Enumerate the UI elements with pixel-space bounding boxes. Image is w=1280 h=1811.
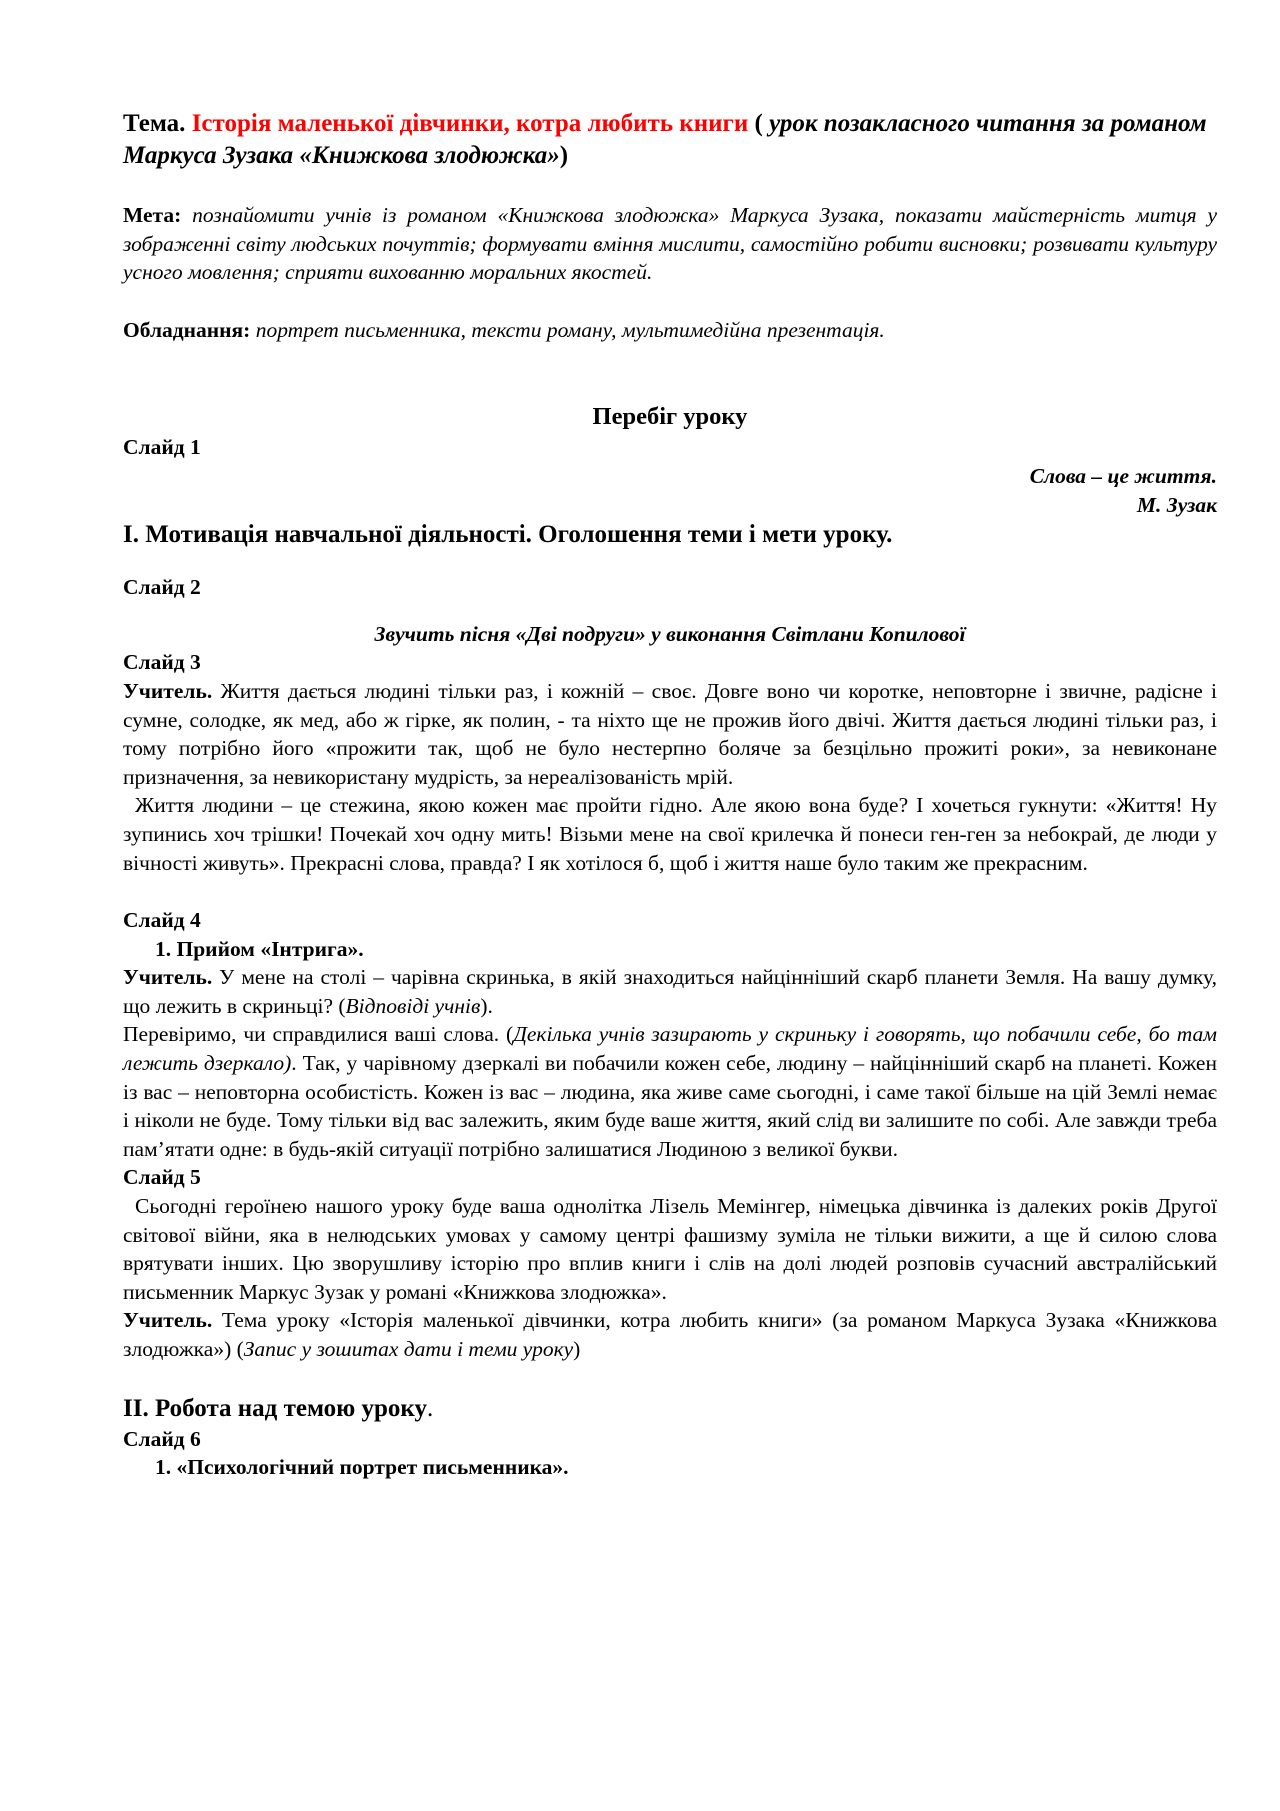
- slide-6-label: Слайд 6: [123, 1426, 201, 1451]
- epigraph-author: М. Зузак: [1136, 492, 1217, 517]
- theme-subtitle: урок позакласного читання за романом Маркуса Зузака «Книжкова злодюжка»: [123, 110, 1207, 169]
- slide-4-label: Слайд 4: [123, 908, 201, 933]
- section-2-heading: [123, 1393, 1217, 1425]
- theme-paren-open: (: [748, 110, 770, 137]
- song-note: Звучить пісня «Дві подруги» у виконання Світлани Копилової: [374, 621, 966, 646]
- slide-5-note: Запис у зошитах дати і теми уроку: [243, 1337, 574, 1361]
- theme-title: Історія маленької дівчинки, котра любить книги: [191, 110, 749, 137]
- lesson-theme: [123, 108, 1217, 172]
- teacher-label: Учитель.: [123, 965, 220, 990]
- equipment-text: портрет письменника, тексти роману, мультимедійна презентація.: [255, 317, 885, 342]
- lesson-progress-heading: Перебіг уроку: [592, 403, 748, 431]
- lesson-goal: [123, 201, 1217, 287]
- slide-3-label: Слайд 3: [123, 650, 201, 675]
- slide-4-text-1a: У мене на столі – чарівна скринька, в якій знаходиться найцінніший скарб планети Земля. На вашу думку, що лежить в скриньці? (: [123, 965, 1217, 1018]
- slide-2-label: Слайд 2: [123, 575, 201, 600]
- slide-4-text-1b: ).: [480, 993, 493, 1018]
- goal-text: познайомити учнів із романом «Книжкова злодюжка» Маркуса Зузака, показати майстерність митця у зображенні світу людських почуттів; формувати вміння мислити, самостійно робити висновки; розвивати культуру усного мовлення; сприяти вихованню моральних якостей.: [123, 203, 1217, 285]
- lesson-equipment: [123, 316, 1217, 345]
- epigraph-text: Слова – це життя.: [1029, 463, 1217, 488]
- equipment-label: Обладнання:: [123, 317, 256, 342]
- slide-1-label: Слайд 1: [123, 435, 201, 460]
- slide-3-text-1: Життя дається людині тільки раз, і кожній – своє. Довге воно чи коротке, неповторне і звичне, радісне і сумне, солодке, як мед, або ж гірке, як полин, - та ніхто ще не прожив його двічі. Життя дається людині тільки раз, і тому потрібно його «прожити так, щоб не було нестерпно боляче за безцільно прожиті роки», за невиконане призначення, за невикористану мудрість, за нереалізованість мрій.: [123, 678, 1217, 789]
- teacher-label: Учитель.: [123, 678, 221, 703]
- slide-4-paragraph-2: [123, 1020, 1217, 1163]
- slide-5-label: Слайд 5: [123, 1165, 201, 1190]
- slide-5-text-2a: Тема уроку «Історія маленької дівчинки, котра любить книги» (за романом Маркуса Зузака «Книжкова злодюжка») (: [123, 1308, 1218, 1361]
- slide-4-paragraph-1: [123, 963, 1217, 1020]
- teacher-label: Учитель.: [123, 1308, 222, 1333]
- item-intrigue: 1. Прийом «Інтрига».: [155, 936, 364, 961]
- slide-3-paragraph-2: Життя людини – це стежина, якою кожен має пройти гідно. Але якою вона буде? І хочеться гукнути: «Життя! Ну зупинись хоч трішки! Почекай хоч одну мить! Візьми мене на свої крилечка й понеси ген-ген за небокрай, де люди у вічності живуть». Прекрасні слова, правда? І як хотілося б, щоб і життя наше було таким же прекрасним.: [123, 793, 1217, 875]
- slide-4-answers: Відповіді учнів: [345, 993, 481, 1018]
- section-2-dot: .: [426, 1394, 434, 1422]
- document-page: [123, 108, 1217, 1482]
- slide-3-paragraph-1: [123, 677, 1217, 791]
- slide-4-text-2a: Перевіримо, чи справдилися ваші слова. (: [123, 1022, 514, 1047]
- section-2-title: ІІ. Робота над темою уроку: [123, 1394, 427, 1422]
- slide-5-text-2b: ): [573, 1337, 581, 1361]
- theme-label: Тема.: [123, 110, 192, 137]
- item-psych-portrait: 1. «Психологічний портрет письменника».: [155, 1455, 569, 1480]
- section-1-heading: І. Мотивація навчальної діяльності. Оголошення теми і мети уроку.: [123, 521, 893, 549]
- slide-5-paragraph-2: [123, 1306, 1217, 1363]
- theme-paren-close: ): [559, 142, 569, 169]
- goal-label: Мета:: [123, 203, 193, 227]
- slide-4-text-2b: . Так, у чарівному дзеркалі ви побачили кожен себе, людину – найцінніший скарб на планеті. Кожен із вас – неповторна особистість. Кожен із вас – людина, яка живе саме сьогодні, і саме такої більше на цій Землі немає і ніколи не буде. Тому тільки від вас залежить, яким буде ваше життя, який слід ви залишите по собі. Але завжди треба пам’ятати одне: в будь-якій ситуації потрібно залишатися Людиною з великої букви.: [123, 1051, 1217, 1161]
- slide-4-mirror-note: Декілька учнів зазирають у скриньку і говорять, що побачили себе, бо там лежить дзеркало): [123, 1022, 1217, 1076]
- slide-5-paragraph-1: Сьогодні героїнею нашого уроку буде ваша однолітка Лізель Мемінгер, німецька дівчинка із далеких років Другої світової війни, яка в нелюдських умовах у самому центрі фашизму зуміла не тільки вижити, а ще й силою слова врятувати інших. Цю зворушливу історію про вплив книги і слів на долі людей розповів сучасний австралійський письменник Маркус Зузак у романі «Книжкова злодюжка».: [123, 1194, 1217, 1304]
